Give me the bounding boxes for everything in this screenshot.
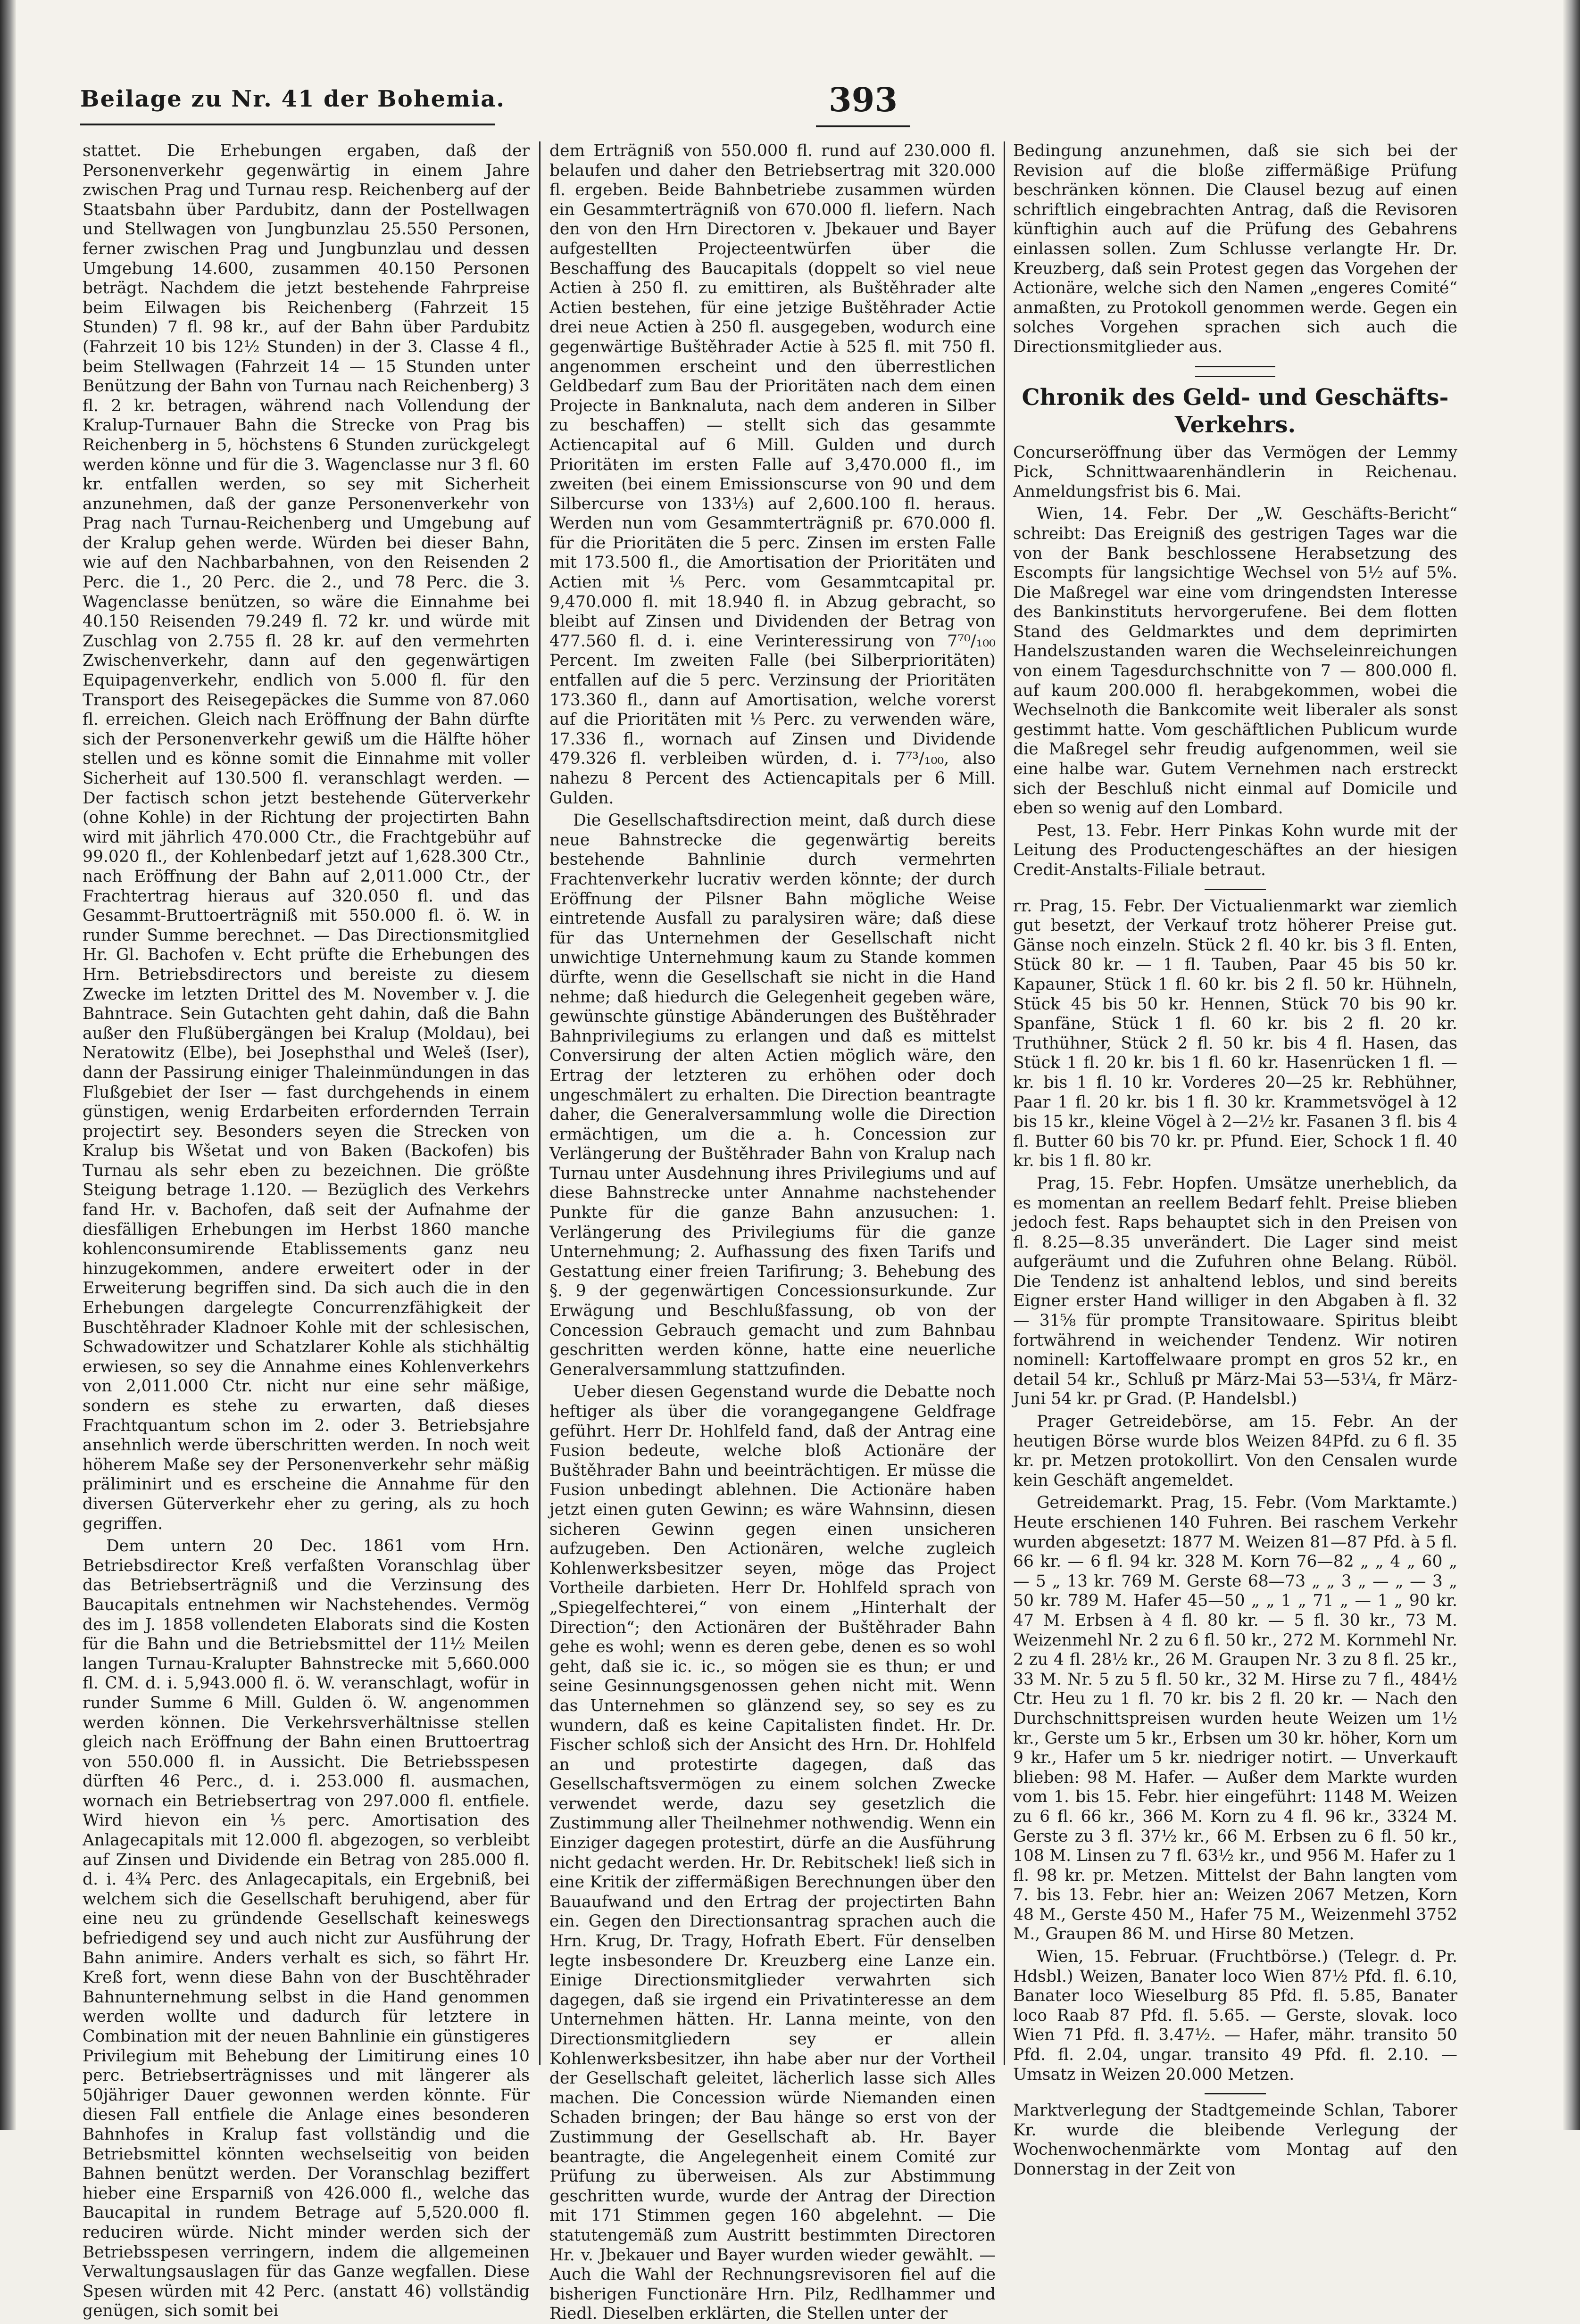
paragraph: stattet. Die Erhebungen ergaben, daß der Personenverkehr gegenwärtig in einem Jahre zwischen Prag und Turnau resp. Reichenberg auf der Staatsbahn über Pardubitz, dann der Postellwagen und Stellwagen von Jungbunzlau 25.550 Personen, ferner zwischen Prag und Jungbunzlau und dessen Umgebung 14.600, zusammen 40.150 Personen beträgt. Nachdem die jetzt bestehende Fahrpreise beim Eilwagen bis Reichenberg (Fahrzeit 15 Stunden) 7 fl. 98 kr., auf der Bahn über Pardubitz (Fahrzeit 10 bis 12½ Stunden) in der 3. Classe 4 fl., beim Stellwagen (Fahrzeit 14 — 15 Stunden unter Benützung der Bahn von Turnau nach Reichenberg) 3 fl. 2 kr. betragen, während nach Vollendung der Kralup-Turnauer Bahn die Strecke von Prag bis Reichenberg in 5, höchstens 6 Stunden zurückgelegt werden könne und für die 3. Wagenclasse nur 3 fl. 60 kr. entfallen werden, so sey mit Sicherheit anzunehmen, daß der ganze Personenverkehr von Prag nach Turnau-Reichenberg und Umgebung auf der Kralup gehen werde. Würden bei dieser Bahn, wie auf den Nachbarbahnen, von den Reisenden 2 Perc. die 1., 20 Perc. die 2., und 78 Perc. die 3. Wagenclasse benützen, so wäre die Einnahme bei 40.150 Reisenden 79.249 fl. 72 kr. und würde mit Zuschlag von 2.755 fl. 28 kr. auf den vermehrten Zwischenverkehr, dann auf den gegenwärtigen Equipagenverkehr, endlich von 5.000 fl. für den Transport des Reisegepäckes die Summe von 87.060 fl. erreichen. Gleich nach Eröffnung der Bahn dürfte sich der Personenverkehr gewiß um die Hälfte höher stellen und es könne somit die Einnahme mit voller Sicherheit auf 130.500 fl. veranschlagt werden. — Der factisch schon jetzt bestehende Güterverkehr (ohne Kohle) in der Richtung der projectirten Bahn wird mit jährlich 470.000 Ctr., die Frachtgebühr auf 99.020 fl., der Kohlenbedarf jetzt auf 1,628.300 Ctr., nach Eröffnung der Bahn auf 2,011.000 Ctr., der Frachtertrag hieraus auf 320.050 fl. und das Gesammt-Bruttoerträgniß mit 550.000 fl. ö. W. in runder Summe berechnet. — Das Directionsmitglied Hr. Gl. Bachofen v. Echt prüfte die Erhebungen des Hrn. Betriebsdirectors und bereiste zu diesem Zwecke im letzten Drittel des M. November v. J. die Bahntrace. Sein Gutachten geht dahin, daß die Bahn außer den Flußübergängen bei Kralup (Moldau), bei Neratowitz (Elbe), bei Josephsthal und Weleš (Iser), dann der Passirung einiger Thaleinmündungen in das Flußgebiet der Iser — fast durchgehends in einem günstigen, wenig Erdarbeiten erfordernden Terrain projectirt sey. Besonders seyen die Strecken von Kralup bis Wšetat und von Baken (Backofen) bis Turnau als sehr eben zu bezeichnen. Die größte Steigung betrage 1.120. — Bezüglich des Verkehrs fand Hr. v. Bachofen, daß seit der Aufnahme der diesfälligen Erhebungen im Herbst 1860 manche kohlenconsumirende Etablissements ganz neu hinzugekommen, andere erweitert oder in der Erweiterung begriffen sind. Da sich auch die in den Erhebungen dargelegte Concurrenzfähigkeit der Buschtěhrader Kladnoer Kohle mit der schlesischen, Schwadowitzer und Schatzlarer Kohle als stichhältig erwiesen, so sey die Annahme eines Kohlenverkehrs von 2,011.000 Ctr. nicht nur eine sehr mäßige, sondern es stehe zu erwarten, daß dieses Frachtquantum schon im 2. oder 3. Betriebsjahre ansehnlich werde überschritten werden. In noch weit höherem Maße sey der Personenverkehr sehr mäßig präliminirt und es erscheine die Annahme für den diversen Güterverkehr eher zu gering, als zu hoch gegriffen. <box>83 141 530 1533</box>
news-item: Concurseröffnung über das Vermögen der Lemmy Pick, Schnittwaarenhändlerin in Reichenau. Anmeldungsfrist bis 6. Mai. <box>1013 443 1457 501</box>
paragraph: Bedingung anzunehmen, daß sie sich bei der Revision auf die bloße ziffermäßige Prüfung beschränken können. Die Clausel bezug auf einen schriftlich eingebrachten Antrag, daß die Revisoren künftighin auch auf die Prüfung des Gebahrens einlassen sollen. Zum Schlusse verlangte Hr. Dr. Kreuzberg, daß sein Protest gegen das Vorgehen der Actionäre, welche sich den Namen „engeres Comité“ anmaßten, zu Protokoll genommen werde. Gegen ein solches Vorgehen sprachen sich auch die Directionsmitglieder aus. <box>1013 141 1457 356</box>
item-divider <box>1205 889 1266 890</box>
paragraph: Die Gesellschaftsdirection meint, daß durch diese neue Bahnstrecke die gegenwärtig bereits bestehende Bahnlinie durch vermehrten Frachtenverkehr lucrativ werden könnte; der durch Eröffnung der Pilsner Bahn mögliche Weise eintretende Ausfall zu paralysiren wäre; daß diese für das Unternehmen der Gesellschaft nicht unwichtige Unternehmung kaum zu Stande kommen dürfte, wenn die Gesellschaft sie nicht in die Hand nehme; daß hiedurch die Gelegenheit gegeben wäre, gewünschte günstige Abänderungen des Buštěhrader Bahnprivilegiums zu erlangen und daß es mittelst Conversirung der alten Actien möglich wäre, den Ertrag der letzteren zu erhöhen oder doch ungeschmälert zu erhalten. Die Direction beantragte daher, die Generalversammlung wolle die Direction ermächtigen, um die a. h. Concession zur Verlängerung der Buštěhrader Bahn von Kralup nach Turnau unter Ausdehnung ihres Privilegiums und auf diese Bahnstrecke unter Annahme nachstehender Punkte für die ganze Bahn anzusuchen: 1. Verlängerung des Privilegiums für die ganze Unternehmung; 2. Aufhassung des fixen Tarifs und Gestattung einer freien Tarifirung; 3. Behebung des §. 9 der gegenwärtigen Concessionsurkunde. Zur Erwägung und Beschlußfassung, ob von der Concession Gebrauch gemacht und zum Bahnbau geschritten werden könne, hatte eine neuerliche Generalversammlung stattzufinden. <box>549 811 996 1379</box>
news-item: Prager Getreidebörse, am 15. Febr. An der heutigen Börse wurde blos Weizen 84Pfd. zu 6 fl. 35 kr. pr. Metzen protokollirt. Von den Censalen wurde kein Geschäft angemeldet. <box>1013 1412 1457 1490</box>
news-item: Getreidemarkt. Prag, 15. Febr. (Vom Marktamte.) Heute erschienen 140 Fuhren. Bei raschem Verkehr wurden abgesetzt: 1877 M. Weizen 81—87 Pfd. à 5 fl. 66 kr. — 6 fl. 94 kr. 328 M. Korn 76—82 „ „ 4 „ 60 „ — 5 „ 13 kr. 769 M. Gerste 68—73 „ „ 3 „ — „ — 3 „ 50 kr. 789 M. Hafer 45—50 „ „ 1 „ 71 „ — 1 „ 90 kr. 47 M. Erbsen à 4 fl. 80 kr. — 5 fl. 30 kr., 73 M. Weizenmehl Nr. 2 zu 6 fl. 50 kr., 272 M. Kornmehl Nr. 2 zu 4 fl. 28½ kr., 26 M. Graupen Nr. 3 zu 8 fl. 25 kr., 33 M. Nr. 5 zu 5 fl. 50 kr., 32 M. Hirse zu 7 fl., 484½ Ctr. Heu zu 1 fl. 70 kr. bis 2 fl. 20 kr. — Nach den Durchschnittspreisen wurden heute Weizen um 1½ kr., Gerste um 5 kr., Erbsen um 30 kr. höher, Korn um 9 kr., Hafer um 5 kr. niedriger notirt. — Unverkauft blieben: 98 M. Hafer. — Außer dem Markte wurden vom 1. bis 15. Febr. hier eingeführt: 1148 M. Weizen zu 6 fl. 66 kr., 366 M. Korn zu 4 fl. 96 kr., 3324 M. Gerste zu 3 fl. 37½ kr., 66 M. Erbsen zu 6 fl. 50 kr., 108 M. Linsen zu 7 fl. 63½ kr., und 956 M. Hafer zu 1 fl. 98 kr. pr. Metzen. Mittelst der Bahn langten vom 7. bis 13. Febr. hier an: Weizen 2067 Metzen, Korn 48 M., Gerste 450 M., Hafer 75 M., Weizenmehl 3752 M., Graupen 86 M. und Hirse 80 Metzen. <box>1013 1493 1457 1944</box>
column-rule-2 <box>1004 141 1005 2065</box>
news-item: rr. Prag, 15. Febr. Der Victualienmarkt war ziemlich gut besetzt, der Verkauf trotz höherer Preise gut. Gänse noch einzeln. Stück 2 fl. 40 kr. bis 3 fl. Enten, Stück 80 kr. — 1 fl. Tauben, Paar 45 bis 50 kr. Kapauner, Stück 1 fl. 60 kr. bis 2 fl. 50 kr. Hühneln, Stück 45 bis 50 kr. Hennen, Stück 70 bis 90 kr. Spanfäne, Stück 1 fl. 60 kr. bis 2 fl. 20 kr. Truthühner, Stück 2 fl. 50 kr. bis 4 fl. Hasen, das Stück 1 fl. 20 kr. bis 1 fl. 60 kr. Hasenrücken 1 fl. — kr. bis 1 fl. 10 kr. Vorderes 20—25 kr. Rebhühner, Paar 1 fl. 20 kr. bis 1 fl. 30 kr. Krammetsvögel à 12 bis 15 kr., kleine Vögel à 2—2½ kr. Fasanen 3 fl. bis 4 fl. Butter 60 bis 70 kr. pr. Pfund. Eier, Schock 1 fl. 40 kr. bis 1 fl. 80 kr. <box>1013 896 1457 1171</box>
supplement-title: Beilage zu Nr. 41 der Bohemia. <box>80 86 506 112</box>
news-item: Wien, 14. Febr. Der „W. Geschäfts-Bericht“ schreibt: Das Ereigniß des gestrigen Tages war die von der Bank beschlossene Herabsetzung des Escompts für langsichtige Wechsel von 5½ auf 5%. Die Maßregel war eine vom dringendsten Interesse des Bankinstituts hervorgerufene. Bei dem flotten Stand des Geldmarktes und dem deprimirten Handelszustanden waren die Wechseleinreichungen von einem Tagesdurchschnitte von 7 — 800.000 fl. auf kaum 200.000 fl. herabgekommen, wobei die Wechselnoth die Bankcomite weit liberaler als sonst gestimmt hatte. Vom geschäftlichen Publicum wurde die Maßregel sehr freudig aufgenommen, weil sie eine halbe war. Gutem Vernehmen nach erstreckt sich der Beschluß nicht einmal auf Domicile und eben so wenig auf den Lombard. <box>1013 504 1457 818</box>
news-item: Pest, 13. Febr. Herr Pinkas Kohn wurde mit der Leitung des Productengeschäftes an der hiesigen Credit-Anstalts-Filiale betraut. <box>1013 821 1457 879</box>
page-header <box>80 80 1457 132</box>
page-number: 393 <box>828 80 898 119</box>
title-underline <box>80 124 495 125</box>
column-rule-1 <box>539 141 541 2065</box>
paragraph: Dem untern 20 Dec. 1861 vom Hrn. Betriebsdirector Kreß verfaßten Voranschlag über das Betriebserträgniß und die Verzinsung des Baucapitals entnehmen wir Nachstehendes. Vermög des im J. 1858 vollendeten Elaborats sind die Kosten für die Bahn und die Betriebsmittel der 11½ Meilen langen Turnau-Kralupter Bahnstrecke mit 5,660.000 fl. CM. d. i. 5,943.000 fl. ö. W. veranschlagt, wofür in runder Summe 6 Mill. Gulden ö. W. angenommen werden können. Die Verkehrsverhältnisse stellen gleich nach Eröffnung der Bahn einen Bruttoertrag von 550.000 fl. in Aussicht. Die Betriebsspesen dürften 46 Perc., d. i. 253.000 fl. ausmachen, wornach ein Betriebsertrag von 297.000 fl. entfiele. Wird hievon ein ⅕ perc. Amortisation des Anlagecapitals mit 12.000 fl. abgezogen, so verbleibt auf Zinsen und Dividende ein Betrag von 285.000 fl. d. i. 4¾ Perc. des Anlagecapitals, ein Ergebniß, bei welchem sich die Gesellschaft beruhigend, aber für eine neu zu gründende Gesellschaft keineswegs befriedigend sey und auch nicht zur Ausführung der Bahn animire. Anders verhalt es sich, so fährt Hr. Kreß fort, wenn diese Bahn von der Buschtěhrader Bahnunternehmung selbst in die Hand genommen werden wollte und dadurch für letztere in Combination mit der neuen Bahnlinie ein günstigeres Privilegium mit Behebung der Limitirung eines 10 perc. Betriebserträgnisses und mit längerer als 50jähriger Dauer gewonnen werden könnte. Für diesen Fall entfiele die Anlage eines besonderen Bahnhofes in Kralup fast vollständig und die Betriebsmittel könnten wechselseitig von beiden Bahnen benützt werden. Der Voranschlag beziffert hieber eine Ersparniß von 426.000 fl., welche das Baucapital in rundem Betrage auf 5,520.000 fl. reduciren würde. Nicht minder werden sich der Betriebsspesen verringern, indem die allgemeinen Verwaltungsauslagen für das Ganze wegfallen. Diese Spesen würden mit 42 Perc. (anstatt 46) vollständig genügen, sich somit bei <box>83 1537 530 2321</box>
news-item: Marktverlegung der Stadtgemeinde Schlan, Taborer Kr. wurde die bleibende Verlegung der Wochenwochenmärkte vom Montag auf den Donnerstag in der Zeit von <box>1013 2101 1457 2179</box>
paragraph: dem Erträgniß von 550.000 fl. rund auf 230.000 fl. belaufen und daher den Betriebsertrag mit 320.000 fl. ergeben. Beide Bahnbetriebe zusammen würden ein Gesammterträgniß von 670.000 fl. liefern. Nach den von den Hrn Directoren v. Jbekauer und Bayer aufgestellten Projecteentwürfen über die Beschaffung des Baucapitals (doppelt so viel neue Actien à 250 fl. zu emittiren, als Buštěhrader alte Actien bestehen, für eine jetzige Buštěhrader Actie drei neue Actien à 250 fl. ausgegeben, wodurch eine gegenwärtige Buštěhrader Actie à 525 fl. mit 750 fl. angenommen erscheint und den überrestlichen Geldbedarf zum Bau der Prioritäten nach dem einen Projecte in Banknaluta, nach dem anderen in Silber zu beschaffen) — stellt sich das gesammte Actiencapital auf 6 Mill. Gulden und durch Prioritäten im ersten Falle auf 3,470.000 fl., im zweiten (bei einem Emissionscurse von 90 und dem Silbercurse von 133⅓) auf 2,600.100 fl. heraus. Werden nun vom Gesammterträgniß pr. 670.000 fl. für die Prioritäten die 5 perc. Zinsen im ersten Falle mit 173.500 fl., die Amortisation der Prioritäten und Actien mit ⅕ Perc. vom Gesammtcapital pr. 9,470.000 fl. mit 18.940 fl. in Abzug gebracht, so bleibt auf Zinsen und Dividenden der Betrag von 477.560 fl. d. i. eine Verinteressirung von 7⁷⁰/₁₀₀ Percent. Im zweiten Falle (bei Silberprioritäten) entfallen auf die 5 perc. Verzinsung der Prioritäten 173.360 fl., dann auf Amortisation, welche vorerst auf die Prioritäten mit ⅕ Perc. zu verwenden wäre, 17.336 fl., wornach auf Zinsen und Dividende 479.326 fl. verbleiben würden, d. i. 7⁷³/₁₀₀, also nahezu 8 Percent des Actiencapitals per 6 Mill. Gulden. <box>549 141 996 808</box>
section-heading: Chronik des Geld- und Geschäfts-Verkehrs. <box>1022 384 1449 438</box>
column-2 <box>549 141 996 2324</box>
news-item: Wien, 15. Februar. (Fruchtbörse.) (Telegr. d. Pr. Hdsbl.) Weizen, Banater loco Wien 87½ Pfd. fl. 6.10, Banater loco Wieselburg 85 Pfd. fl. 5.85, Banater loco Raab 87 Pfd. fl. 5.65. — Gerste, slovak. loco Wien 71 Pfd. fl. 3.47½. — Hafer, mähr. transito 50 Pfd. fl. 2.04, ungar. transito 49 Pfd. fl. 2.10. — Umsatz in Weizen 20.000 Metzen. <box>1013 1947 1457 2084</box>
paragraph: Ueber diesen Gegenstand wurde die Debatte noch heftiger als über die vorangegangene Geldfrage geführt. Herr Dr. Hohlfeld fand, daß der Antrag eine Fusion bedeute, welche bloß Actionäre der Buštěhrader Bahn und beeinträchtigen. Er müsse die Fusion unbedingt ablehnen. Die Actionäre haben jetzt einen guten Gewinn; es wäre Wahnsinn, diesen sicheren Gewinn gegen einen unsicheren aufzugeben. Den Actionären, welche zugleich Kohlenwerksbesitzer seyen, möge das Project Vortheile darbieten. Herr Dr. Hohlfeld sprach von „Spiegelfechterei,“ von einem „Hinterhalt der Direction“; den Actionären der Buštěhrader Bahn gehe es wohl; wenn es deren gebe, denen es so wohl geht, daß sie ic. ic., so mögen sie es thun; er und seine Gesinnungsgenossen gehen nicht mit. Wenn das Unternehmen so glänzend sey, so sey es zu wundern, daß es keine Capitalisten findet. Hr. Dr. Fischer schloß sich der Ansicht des Hrn. Dr. Hohlfeld an und protestirte dagegen, daß das Gesellschaftsvermögen zu einem solchen Zwecke verwendet werde, dazu sey gesetzlich die Zustimmung aller Theilnehmer nothwendig. Wenn ein Einziger dagegen protestirt, dürfe an die Ausführung nicht gedacht werden. Hr. Dr. Rebitschek! ließ sich in eine Kritik der ziffermäßigen Berechnungen über den Bauaufwand und den Ertrag der projectirten Bahn ein. Gegen den Directionsantrag sprachen auch die Hrn. Krug, Dr. Tragy, Hofrath Ebert. Für denselben legte insbesondere Dr. Kreuzberg eine Lanze ein. Einige Directionsmitglieder verwahrten sich dagegen, daß sie irgend ein Privatinteresse an dem Unternehmen hätten. Hr. Lanna meinte, von den Directionsmitgliedern sey er allein Kohlenwerksbesitzer, ihn habe aber nur der Vortheil der Gesellschaft geleitet, lächerlich lasse sich Alles machen. Die Concession würde Niemanden einen Schaden bringen; der Bau hänge so erst von der Zustimmung der Gesellschaft ab. Hr. Bayer beantragte, die Angelegenheit einem Comité zur Prüfung zu überweisen. Als zur Abstimmung geschritten wurde, wurde der Antrag der Direction mit 171 Stimmen gegen 160 abgelehnt. — Die statutengemäß zum Austritt bestimmten Directoren Hr. v. Jbekauer und Bayer wurden wieder gewählt. — Auch die Wahl der Rechnungsrevisoren fiel auf die bisherigen Functionäre Hrn. Pilz, Redlhammer und Riedl. Dieselben erklärten, die Stellen unter der <box>549 1382 996 2324</box>
news-item: Prag, 15. Febr. Hopfen. Umsätze unerheblich, da es momentan an reellem Bedarf fehlt. Preise blieben jedoch fest. Raps behauptet sich in den Preisen von fl. 8.25—8.35 unverändert. Die Lager sind meist aufgeräumt und die Zufuhren ohne Belang. Rüböl. Die Tendenz ist anhaltend leblos, und sind bereits Eigner erster Hand williger in den Abgaben à fl. 32 — 31⅝ für prompte Transitowaare. Spiritus bleibt fortwährend in weichender Tendenz. Wir notiren nominell: Kartoffelwaare prompt en gros 52 kr., en detail 54 kr., Schluß pr März-Mai 53—53¼, fr März-Juni 54 kr. pr Grad. (P. Handelsbl.) <box>1013 1174 1457 1409</box>
section-divider <box>1195 366 1275 377</box>
column-1 <box>83 141 530 2321</box>
item-divider <box>1205 2093 1266 2094</box>
scan-right-edge <box>1563 0 1580 2130</box>
page-number-underline <box>816 125 910 127</box>
column-3 <box>1013 141 1457 2179</box>
scan-left-edge <box>0 0 16 2130</box>
